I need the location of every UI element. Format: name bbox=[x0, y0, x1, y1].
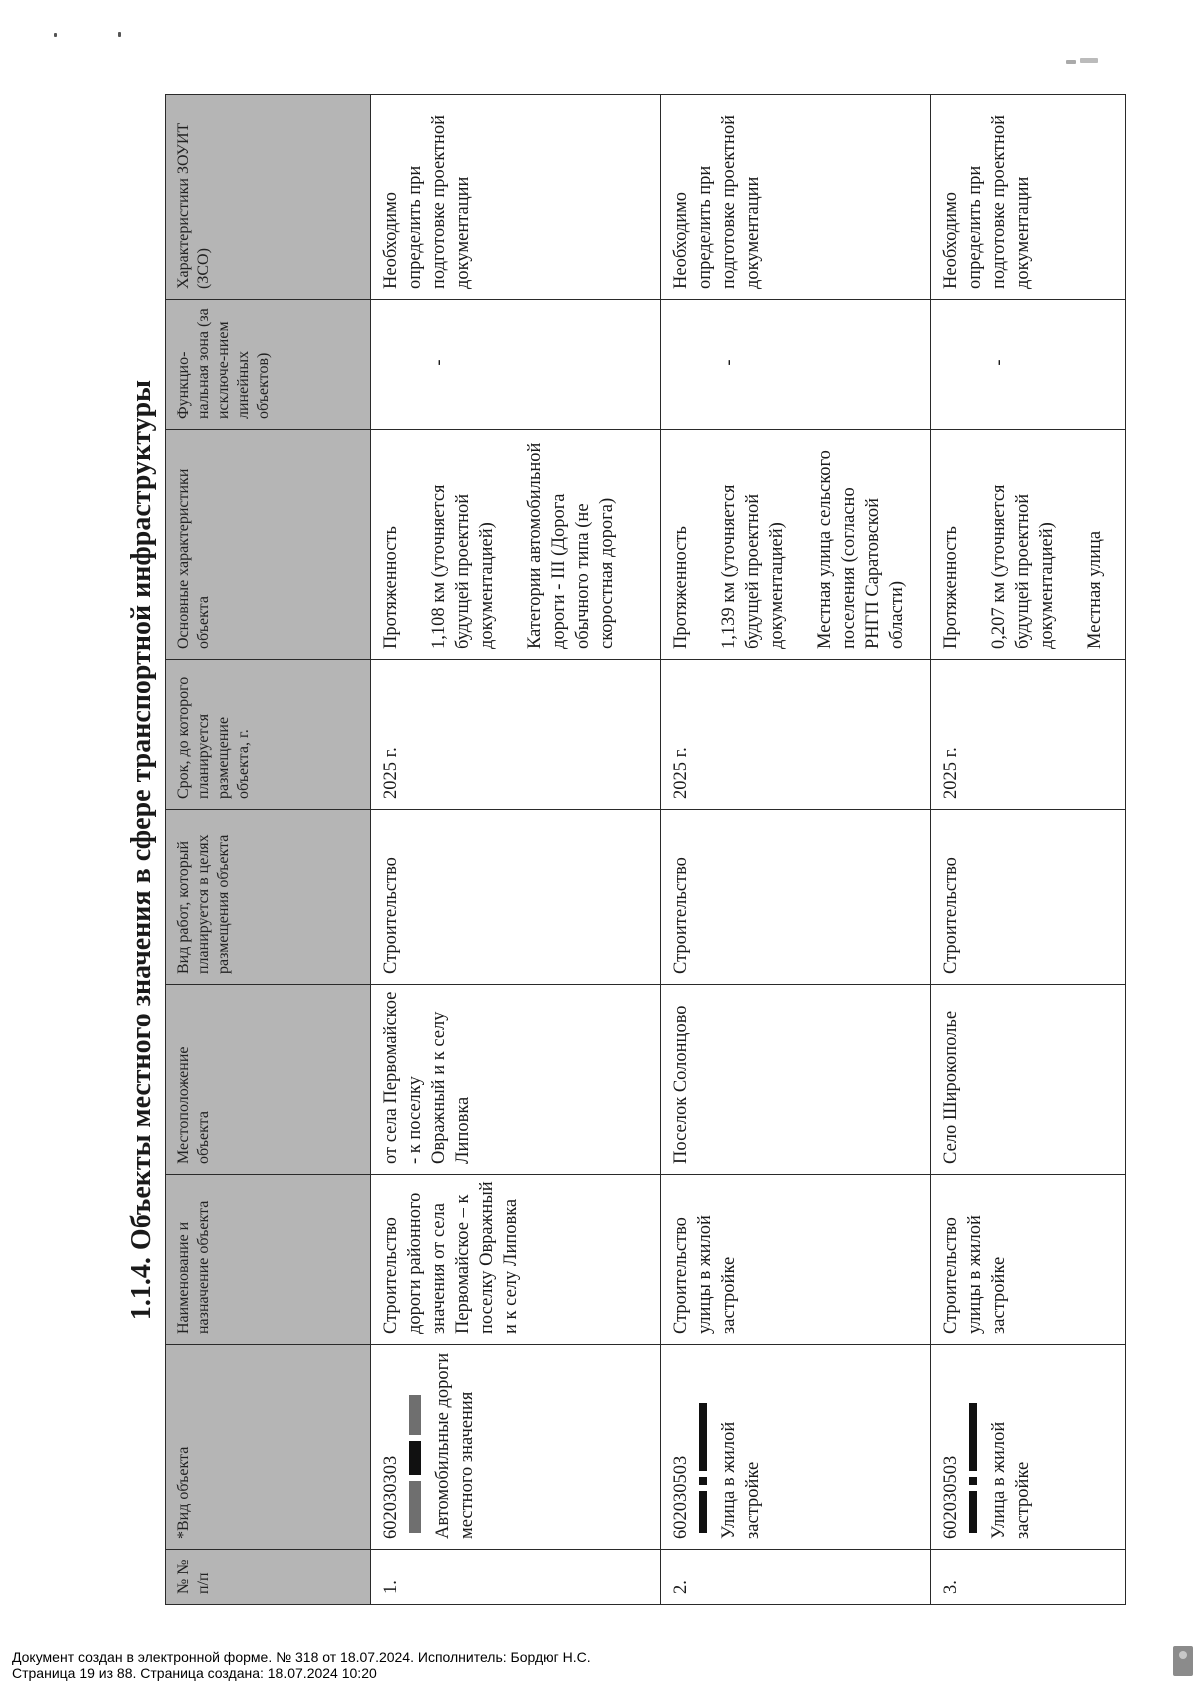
object-code: 602030503 bbox=[671, 1455, 691, 1539]
scan-speck bbox=[1066, 60, 1076, 64]
scan-speck bbox=[54, 33, 57, 37]
header-cell: Основные характеристики объекта bbox=[166, 430, 371, 660]
footer-line-2: Страница 19 из 88. Страница создана: 18.07.2024 10:20 bbox=[12, 1665, 377, 1681]
functional-zone: - bbox=[719, 359, 739, 366]
object-kind: Улица в жилой застройке bbox=[719, 1421, 763, 1539]
characteristic-value: 0,207 км (уточняется будущей проектной документацией) bbox=[989, 484, 1057, 649]
object-kind-cell bbox=[931, 1345, 1126, 1550]
object-name: Строительство улицы в жилой застройке bbox=[661, 1175, 931, 1345]
table-row bbox=[661, 95, 931, 1605]
object-location: от села Первомайское - к поселку Овражный и к селу Липовка bbox=[371, 985, 661, 1175]
header-cell: Характеристики ЗОУИТ (ЗСО) bbox=[166, 95, 371, 300]
characteristic-extra: Местная улица сельского поселения (согласно РНГП Саратовской области) bbox=[815, 450, 907, 649]
object-kind-cell bbox=[661, 1345, 931, 1550]
header-cell: *Вид объекта bbox=[166, 1345, 371, 1550]
functional-zone: - bbox=[429, 359, 449, 366]
object-kind: Автомобильные дороги местного значения bbox=[433, 1352, 477, 1539]
deadline: 2025 г. bbox=[931, 660, 1126, 810]
document-stamp-icon bbox=[1173, 1646, 1193, 1676]
characteristic-extra: Местная улица bbox=[1085, 530, 1105, 649]
characteristics-cell bbox=[931, 430, 1126, 660]
deadline: 2025 г. bbox=[661, 660, 931, 810]
functional-zone: - bbox=[989, 359, 1009, 366]
section-title: 1.1.4. Объекты местного значения в сфере транспортной инфраструктуры bbox=[126, 379, 157, 1321]
scan-speck bbox=[118, 32, 121, 37]
header-cell: Функцио-нальная зона (за исключе-нием линейных объектов) bbox=[166, 300, 371, 430]
functional-zone-cell bbox=[931, 300, 1126, 430]
object-code: 602030303 bbox=[381, 1455, 401, 1539]
header-cell: Срок, до которого планируется размещение объекта, г. bbox=[166, 660, 371, 810]
scan-speck bbox=[1080, 58, 1098, 63]
row-number: 2. bbox=[661, 1550, 931, 1605]
zouit-characteristics: Необходимо определить при подготовке проектной документации bbox=[931, 95, 1126, 300]
work-type: Строительство bbox=[371, 810, 661, 985]
object-location: Поселок Солонцово bbox=[661, 985, 931, 1175]
object-code: 602030503 bbox=[941, 1455, 961, 1539]
work-type: Строительство bbox=[931, 810, 1126, 985]
rotated-page bbox=[125, 90, 1105, 1610]
characteristic-extra: Категории автомобильной дороги - III (Дорога обычного типа (не скоростная дорога) bbox=[525, 442, 617, 649]
characteristic-label: Протяженность bbox=[941, 526, 961, 649]
header-cell: Вид работ, который планируется в целях размещения объекта bbox=[166, 810, 371, 985]
functional-zone-cell bbox=[371, 300, 661, 430]
row-number: 3. bbox=[931, 1550, 1126, 1605]
characteristic-value: 1,108 км (уточняется будущей проектной документацией) bbox=[429, 484, 497, 649]
object-location: Село Широкополье bbox=[931, 985, 1126, 1175]
transport-objects-table bbox=[165, 94, 1126, 1605]
zouit-characteristics: Необходимо определить при подготовке проектной документации bbox=[371, 95, 661, 300]
footer-line-1: Документ создан в электронной форме. № 318 от 18.07.2024. Исполнитель: Бордюг Н.С. bbox=[12, 1649, 591, 1665]
deadline: 2025 г. bbox=[371, 660, 661, 810]
table-row bbox=[371, 95, 661, 1605]
header-cell: Наименование и назначение объекта bbox=[166, 1175, 371, 1345]
object-kind-cell bbox=[371, 1345, 661, 1550]
object-kind: Улица в жилой застройке bbox=[989, 1421, 1033, 1539]
table-row bbox=[931, 95, 1126, 1605]
redaction-mark bbox=[409, 1351, 421, 1533]
object-name: Строительство улицы в жилой застройке bbox=[931, 1175, 1126, 1345]
document-footer bbox=[12, 1649, 591, 1681]
header-cell: Местоположение объекта bbox=[166, 985, 371, 1175]
header-cell: № № п/п bbox=[166, 1550, 371, 1605]
table-header-row bbox=[166, 95, 371, 1605]
redaction-mark bbox=[699, 1351, 707, 1533]
object-name: Строительство дороги районного значения от села Первомайское – к поселку Овражный и к селу Липовка bbox=[371, 1175, 661, 1345]
characteristic-label: Протяженность bbox=[671, 526, 691, 649]
characteristic-label: Протяженность bbox=[381, 526, 401, 649]
characteristics-cell bbox=[661, 430, 931, 660]
work-type: Строительство bbox=[661, 810, 931, 985]
functional-zone-cell bbox=[661, 300, 931, 430]
redaction-mark bbox=[969, 1351, 977, 1533]
characteristics-cell bbox=[371, 430, 661, 660]
row-number: 1. bbox=[371, 1550, 661, 1605]
characteristic-value: 1,139 км (уточняется будущей проектной документацией) bbox=[719, 484, 787, 649]
zouit-characteristics: Необходимо определить при подготовке проектной документации bbox=[661, 95, 931, 300]
